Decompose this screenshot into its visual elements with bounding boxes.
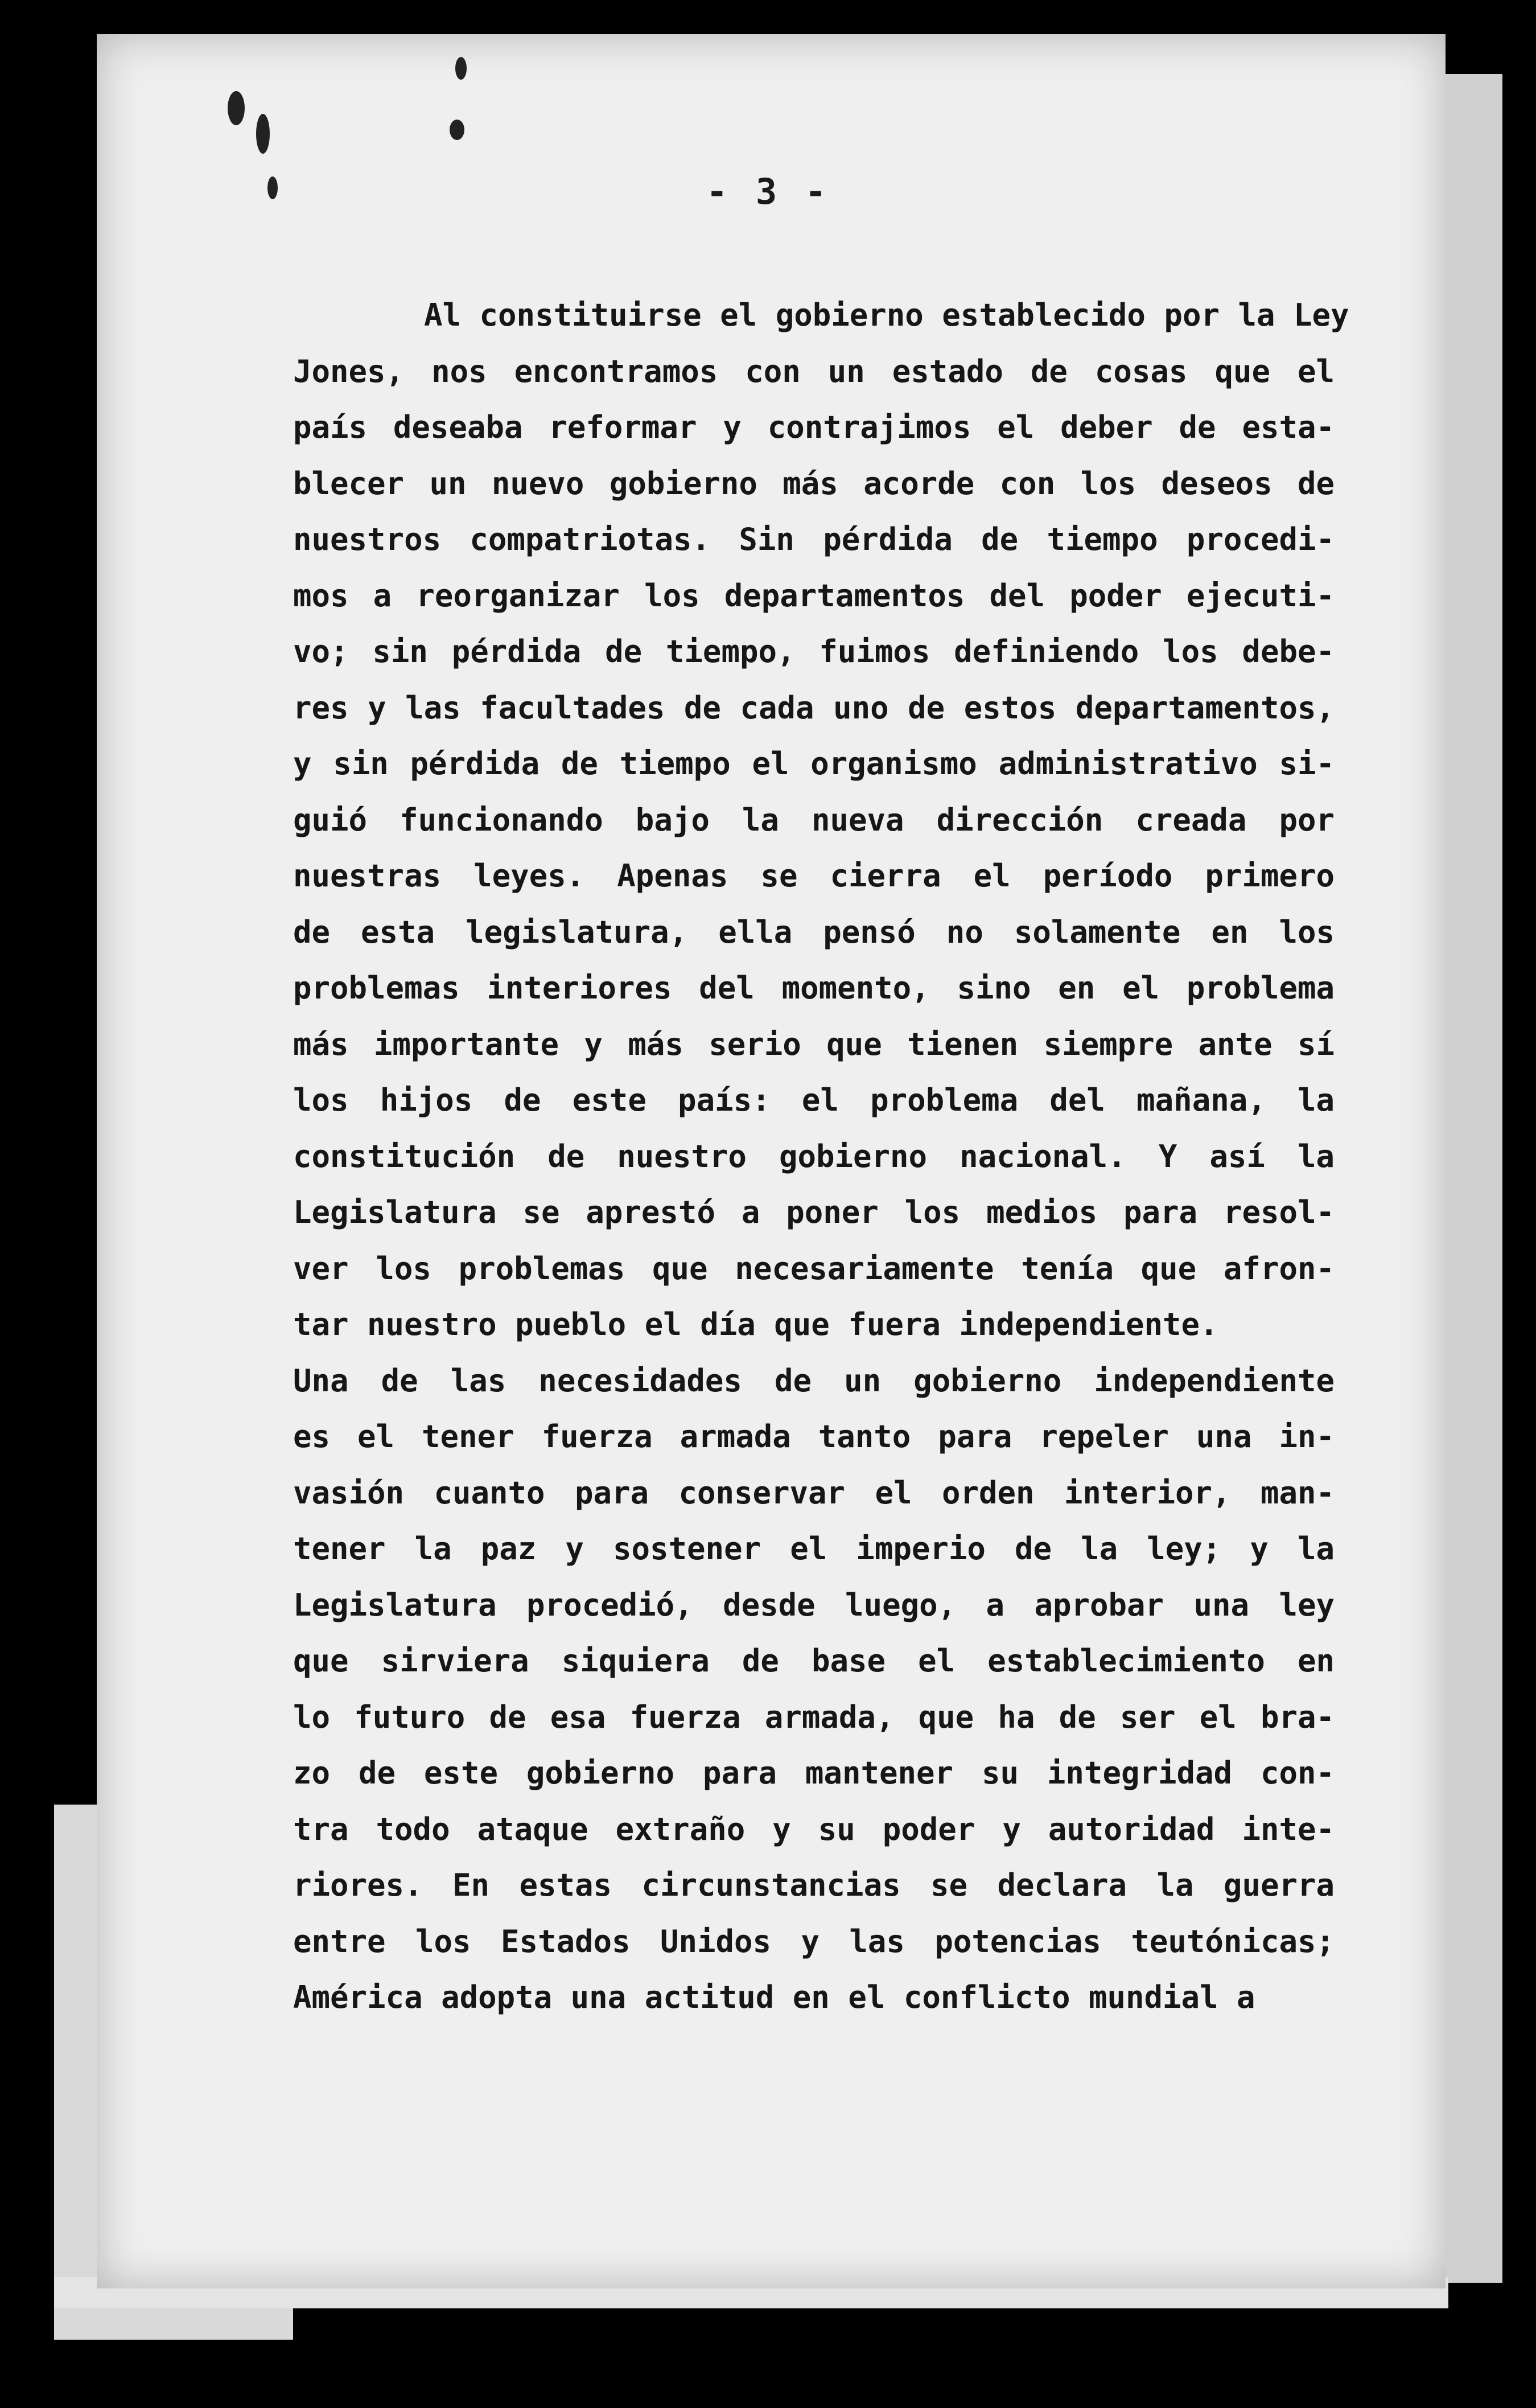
text-line: nuestras leyes. Apenas se cierra el período primero [293, 858, 1335, 894]
ink-blot [455, 57, 467, 80]
text-line: es el tener fuerza armada tanto para repeler una in- [293, 1419, 1335, 1454]
text-line: problemas interiores del momento, sino en el problema [293, 970, 1335, 1006]
text-line: mos a reorganizar los departamentos del poder ejecuti- [293, 577, 1335, 614]
text-line: país deseaba reformar y contrajimos el deber de esta- [293, 409, 1335, 445]
text-line: Legislatura se aprestó a poner los medios para resol- [293, 1194, 1335, 1230]
text-line: Legislatura procedió, desde luego, a aprobar una ley [293, 1587, 1335, 1623]
text-line: vasión cuanto para conservar el orden interior, man- [293, 1474, 1335, 1511]
text-line: guió funcionando bajo la nueva dirección creada por [293, 802, 1335, 838]
ink-blot [256, 114, 270, 154]
body-text [293, 287, 1349, 2026]
text-line: tra todo ataque extraño y su poder y autoridad inte- [293, 1811, 1335, 1847]
text-line: Una de las necesidades de un gobierno independiente [293, 1362, 1335, 1399]
text-line: más importante y más serio que tienen siempre ante sí [293, 1026, 1335, 1062]
text-line: América adopta una actitud en el conflicto mundial a [293, 1979, 1255, 2015]
text-line: Al constituirse el gobierno establecido por la Ley [424, 297, 1349, 333]
text-line: los hijos de este país: el problema del mañana, la [293, 1082, 1335, 1118]
text-line: que sirviera siquiera de base el establecimiento en [293, 1643, 1335, 1679]
text-line: constitución de nuestro gobierno nacional. Y así la [293, 1138, 1335, 1174]
text-line: de esta legislatura, ella pensó no solamente en los [293, 914, 1335, 950]
ink-blot [450, 120, 464, 140]
text-line: y sin pérdida de tiempo el organismo administrativo si- [293, 746, 1335, 782]
text-line: riores. En estas circunstancias se declara la guerra [293, 1867, 1335, 1903]
text-line: nuestros compatriotas. Sin pérdida de tiempo procedi- [293, 521, 1335, 557]
text-line: Jones, nos encontramos con un estado de cosas que el [293, 353, 1335, 389]
ink-blot [228, 91, 245, 125]
text-line: tener la paz y sostener el imperio de la ley; y la [293, 1531, 1335, 1567]
text-line: tar nuestro pueblo el día que fuera independiente. [293, 1306, 1218, 1342]
text-line: lo futuro de esa fuerza armada, que ha de ser el bra- [293, 1699, 1335, 1735]
text-line: blecer un nuevo gobierno más acorde con los deseos de [293, 465, 1335, 502]
text-line: res y las facultades de cada uno de estos departamentos, [293, 689, 1335, 726]
text-line: ver los problemas que necesariamente tenía que afron- [293, 1250, 1335, 1287]
text-line: entre los Estados Unidos y las potencias teutónicas; [293, 1923, 1335, 1959]
page-number: - 3 - [706, 171, 830, 212]
text-line: zo de este gobierno para mantener su integridad con- [293, 1755, 1335, 1791]
text-line: vo; sin pérdida de tiempo, fuimos definiendo los debe- [293, 634, 1335, 669]
